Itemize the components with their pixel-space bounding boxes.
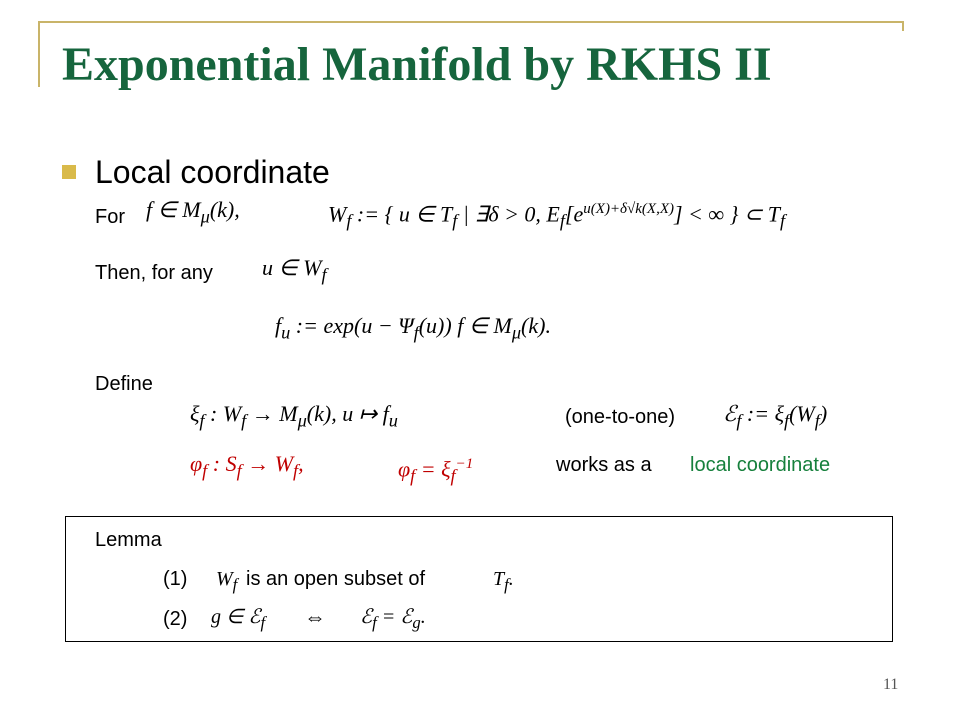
slide-frame-left-line <box>38 21 40 87</box>
ef-definition-formula: ℰ$_f$ := $\xi_f(W_f)$ <box>723 401 828 431</box>
slide-frame-right-tick <box>902 21 904 31</box>
f-in-manifold-formula: f ∈ $M_\mu(k)$, <box>146 197 240 227</box>
lemma-item-1-text: is an open subset of <box>246 568 426 590</box>
lemma-item-1-target: $T_f$. <box>493 568 514 594</box>
one-to-one-label: (one-to-one) <box>565 406 676 428</box>
equivalence-icon: ⇔ <box>304 604 326 629</box>
slide-frame-top-line <box>38 21 904 23</box>
local-coordinate-label: local coordinate <box>690 454 831 476</box>
xi-map-formula: $\xi_f$ : $W_f \to M_\mu(k)$, u ↦ $f_u$ <box>190 401 398 431</box>
lemma-item-1-symbol: $W_f$ <box>216 568 238 594</box>
lemma-box <box>65 516 893 642</box>
phi-map-formula: $\varphi_f$ : $S_f \to W_f$, <box>190 451 304 481</box>
lemma-item-2-number: (2) <box>163 608 188 630</box>
u-in-wf-formula: u ∈ $W_f$ <box>262 255 327 285</box>
lemma-label: Lemma <box>95 529 162 551</box>
for-label: For <box>95 206 125 228</box>
lemma-item-2-right-formula: ℰ$_f$ = ℰ$_g$. <box>360 606 426 632</box>
phi-inverse-formula: $\varphi_f = \xi_f^{-1}$ <box>398 456 474 486</box>
square-bullet-icon <box>62 165 76 179</box>
page-number: 11 <box>883 676 899 693</box>
slide-title: Exponential Manifold by RKHS II <box>62 38 772 91</box>
fu-definition-formula: $f_u$ := $\exp(u - \Psi_f(u))$ f ∈ $M_\mu(k)$. <box>275 313 551 343</box>
lemma-item-2-left-formula: g ∈ ℰ$_f$ <box>211 606 266 632</box>
works-as-label: works as a <box>556 454 652 476</box>
wf-definition-formula: $W_f$ := { u ∈ $T_f$ | ∃δ > 0, $E_f[e^{u(X)+\delta√k(X,X)}]$ < ∞ } ⊂ $T_f$ <box>328 201 786 231</box>
then-label: Then, for any <box>95 262 213 284</box>
lemma-item-1-number: (1) <box>163 568 188 590</box>
define-label: Define <box>95 373 153 395</box>
section-heading: Local coordinate <box>95 154 330 190</box>
